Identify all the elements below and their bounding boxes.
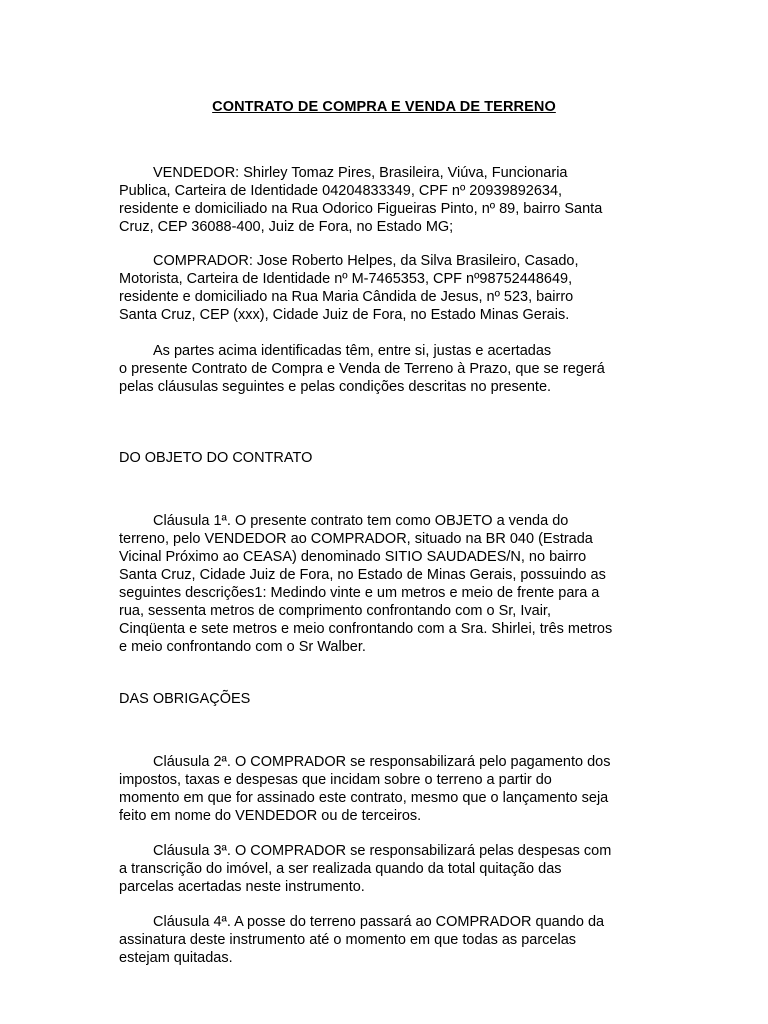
clausula-4-line: Cláusula 4ª. A posse do terreno passará ao COMPRADOR quando da — [153, 914, 605, 930]
partes-line: pelas cláusulas seguintes e pelas condições descritas no presente. — [119, 379, 552, 395]
clausula-3-paragraph — [119, 842, 659, 896]
comprador-line: Motorista, Carteira de Identidade nº M-7465353, CPF nº98752448649, — [119, 271, 573, 287]
clausula-1-line: Cláusula 1ª. O presente contrato tem como OBJETO a venda do — [153, 513, 569, 529]
clausula-4-paragraph — [119, 913, 659, 967]
comprador-paragraph — [119, 252, 659, 324]
vendedor-line: VENDEDOR: Shirley Tomaz Pires, Brasileira, Viúva, Funcionaria — [153, 165, 568, 181]
clausula-2-line: momento em que for assinado este contrato, mesmo que o lançamento seja — [119, 790, 609, 806]
document-title: CONTRATO DE COMPRA E VENDA DE TERRENO — [212, 99, 556, 115]
clausula-3-line: a transcrição do imóvel, a ser realizada quando da total quitação das — [119, 861, 562, 877]
vendedor-paragraph — [119, 164, 659, 236]
clausula-4-line: assinatura deste instrumento até o momento em que todas as parcelas — [119, 932, 577, 948]
comprador-line: residente e domiciliado na Rua Maria Cândida de Jesus, nº 523, bairro — [119, 289, 574, 305]
clausula-2-line: impostos, taxas e despesas que incidam sobre o terreno a partir do — [119, 772, 552, 788]
vendedor-line: Publica, Carteira de Identidade 04204833349, CPF nº 20939892634, — [119, 183, 563, 199]
clausula-2-line: feito em nome do VENDEDOR ou de terceiros. — [119, 808, 422, 824]
clausula-2-line: Cláusula 2ª. O COMPRADOR se responsabilizará pelo pagamento dos — [153, 754, 611, 770]
vendedor-line: residente e domiciliado na Rua Odorico Figueiras Pinto, nº 89, bairro Santa — [119, 201, 603, 217]
comprador-line: COMPRADOR: Jose Roberto Helpes, da Silva Brasileiro, Casado, — [153, 253, 579, 269]
clausula-1-line: Santa Cruz, Cidade Juiz de Fora, no Estado de Minas Gerais, possuindo as — [119, 567, 606, 583]
comprador-line: Santa Cruz, CEP (xxx), Cidade Juiz de Fora, no Estado Minas Gerais. — [119, 307, 570, 323]
clausula-1-line: seguintes descrições1: Medindo vinte e um metros e meio de frente para a — [119, 585, 600, 601]
clausula-3-line: Cláusula 3ª. O COMPRADOR se responsabilizará pelas despesas com — [153, 843, 612, 859]
partes-paragraph — [119, 342, 659, 396]
partes-line: o presente Contrato de Compra e Venda de Terreno à Prazo, que se regerá — [119, 361, 605, 377]
clausula-2-paragraph — [119, 753, 659, 825]
clausula-1-line: terreno, pelo VENDEDOR ao COMPRADOR, situado na BR 040 (Estrada — [119, 531, 593, 547]
clausula-1-line: Cinqüenta e sete metros e meio confrontando com a Sra. Shirlei, três metros — [119, 621, 613, 637]
vendedor-line: Cruz, CEP 36088-400, Juiz de Fora, no Estado MG; — [119, 219, 454, 235]
section-heading-obrigacoes: DAS OBRIGAÇÕES — [119, 691, 251, 707]
clausula-1-line: e meio confrontando com o Sr Walber. — [119, 639, 366, 655]
clausula-1-line: rua, sessenta metros de comprimento confrontando com o Sr, Ivair, — [119, 603, 551, 619]
partes-line: As partes acima identificadas têm, entre si, justas e acertadas — [153, 343, 552, 359]
clausula-1-line: Vicinal Próximo ao CEASA) denominado SITIO SAUDADES/N, no bairro — [119, 549, 587, 565]
clausula-3-line: parcelas acertadas neste instrumento. — [119, 879, 365, 895]
clausula-1-paragraph — [119, 512, 659, 656]
section-heading-objeto: DO OBJETO DO CONTRATO — [119, 450, 313, 466]
clausula-4-line: estejam quitadas. — [119, 950, 233, 966]
